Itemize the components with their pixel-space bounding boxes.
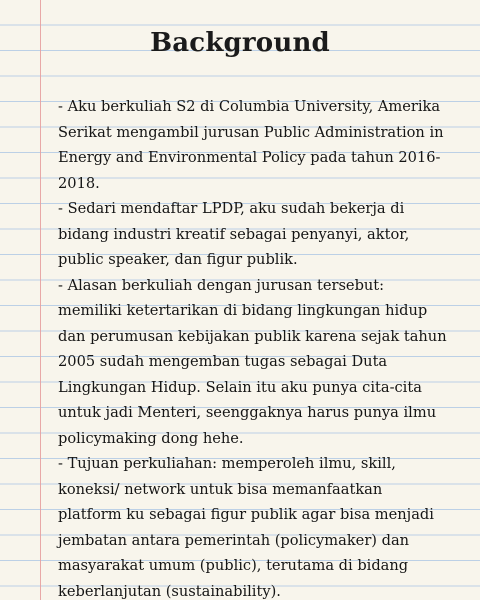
paragraph-work: - Sedari mendaftar LPDP, aku sudah bekerja di bidang industri kreatif sebagai penyanyi, aktor, public speaker, dan figur publik.: [58, 200, 410, 268]
paragraph-goal: - Tujuan perkuliahan: memperoleh ilmu, skill, koneksi/ network untuk bisa memanfaatkan platform ku sebagai figur publik agar bisa menjadi jembatan antara pemerintah (policymaker) dan masyarakat umum (public), terutama di bidang keberlanjutan (sustainability).: [58, 455, 434, 600]
paragraph-reason: - Alasan berkuliah dengan jurusan tersebut: memiliki ketertarikan di bidang lingkungan hidup dan perumusan kebijakan publik karena sejak tahun 2005 sudah mengemban tugas sebagai Duta Lingkungan Hidup. Selain itu aku punya cita-cita untuk jadi Menteri, seenggaknya harus punya ilmu policymaking dong hehe.: [58, 276, 447, 447]
margin-line: [40, 0, 41, 600]
page-title: Background: [150, 28, 330, 58]
paragraph-study: - Aku berkuliah S2 di Columbia University, Amerika Serikat mengambil jurusan Public Administration in Energy and Environmental Policy pada tahun 2016-2018.: [58, 98, 444, 192]
background-text: [58, 94, 450, 600]
